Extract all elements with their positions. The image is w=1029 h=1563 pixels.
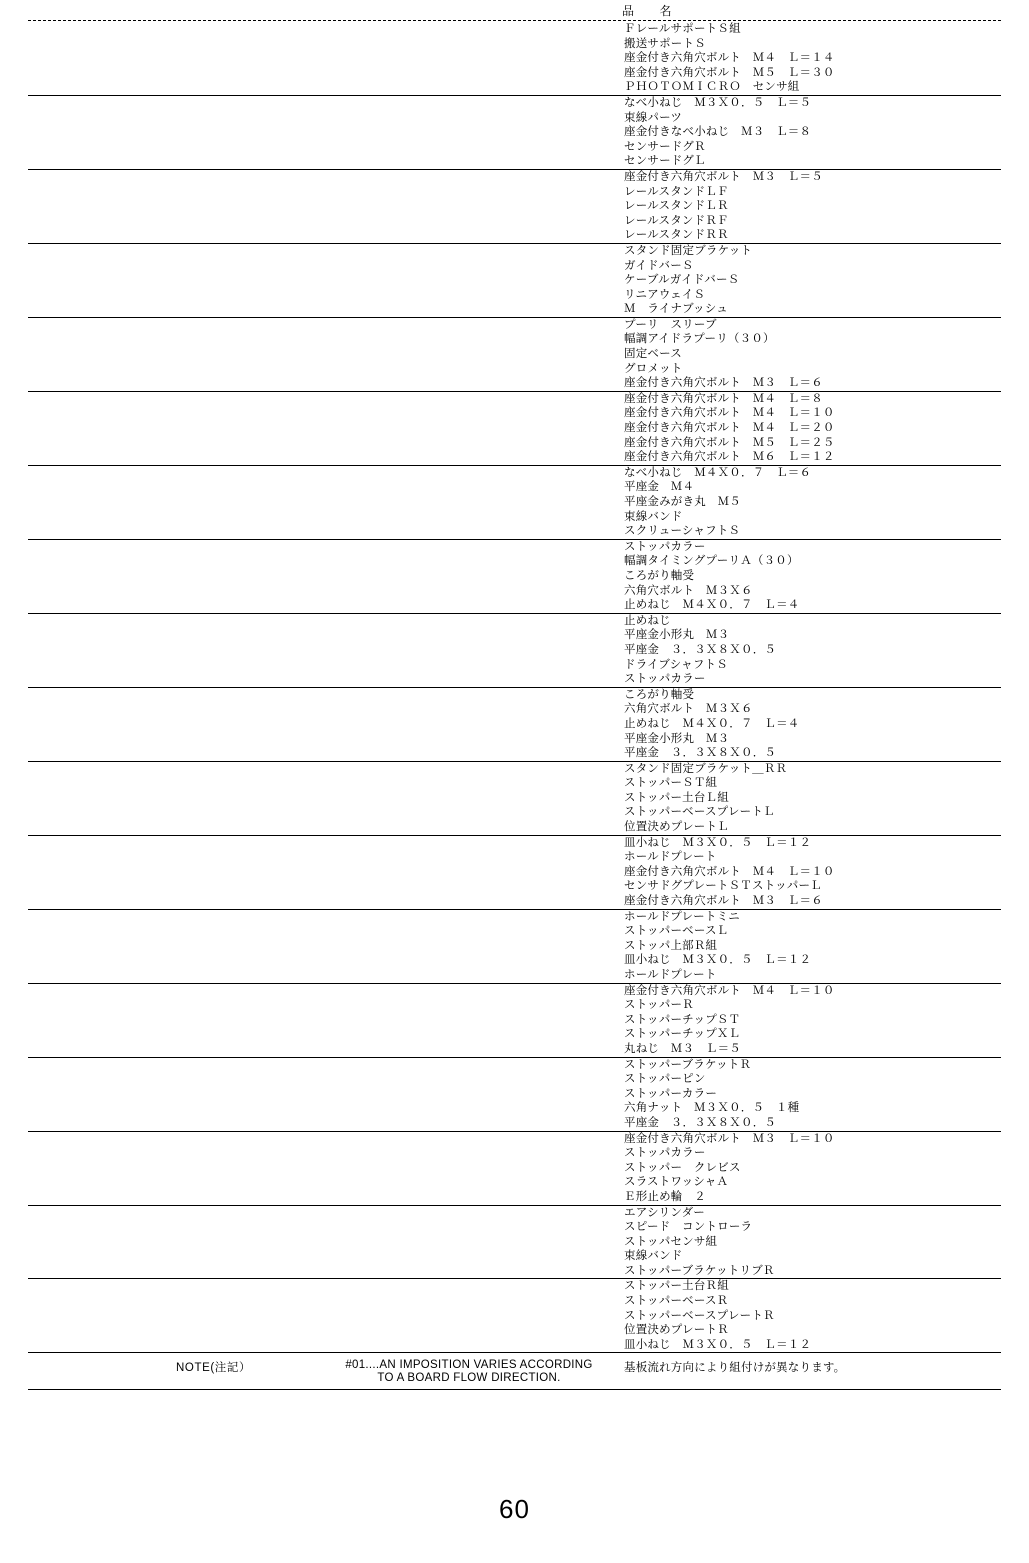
parts-group-rows: [28, 318, 1001, 391]
part-name: Ｍ ライナブッシュ: [624, 303, 728, 316]
table-row: [28, 569, 1001, 584]
note-japanese: 基板流れ方向により組付けが異なります。: [624, 1362, 846, 1375]
parts-group-rows: [28, 1206, 1001, 1279]
part-name: 皿小ねじ Ｍ３Ｘ０．５ Ｌ＝１２: [624, 1338, 812, 1351]
table-row: [28, 170, 1001, 185]
part-name: スタンド固定ブラケット＿ＲＲ: [624, 762, 788, 775]
part-name: 平座金 ３．３Ｘ８Ｘ０．５: [624, 643, 777, 656]
table-row: [28, 140, 1001, 155]
part-name: ストッパー クレビス: [624, 1161, 741, 1174]
table-row: [28, 939, 1001, 954]
parts-group: [28, 1058, 1001, 1132]
table-row: [28, 998, 1001, 1013]
parts-group: [28, 984, 1001, 1058]
table-row: [28, 584, 1001, 599]
table-row: [28, 879, 1001, 894]
part-name: 座金付き六角穴ボルト Ｍ３ Ｌ＝５: [624, 170, 823, 183]
table-row: [28, 968, 1001, 983]
part-name: 止めねじ Ｍ４Ｘ０．７ Ｌ＝４: [624, 717, 800, 730]
table-row: [28, 154, 1001, 169]
table-row: [28, 1072, 1001, 1087]
table-row: [28, 376, 1001, 391]
part-name: スピード コントローラ: [624, 1221, 753, 1234]
part-name: 平座金 Ｍ４: [624, 481, 695, 494]
parts-group: [28, 910, 1001, 984]
part-name: ストッパーチップＳＴ: [624, 1013, 741, 1026]
table-row: [28, 643, 1001, 658]
part-name: ストッパセンサ組: [624, 1235, 718, 1248]
part-name: なべ小ねじ Ｍ４Ｘ０．７ Ｌ＝６: [624, 466, 812, 479]
table-row: [28, 1309, 1001, 1324]
table-row: [28, 1161, 1001, 1176]
part-name: 束線パーツ: [624, 111, 683, 124]
part-name: ころがり軸受: [624, 569, 695, 582]
part-name: スクリューシャフトＳ: [624, 525, 741, 538]
parts-group: [28, 1132, 1001, 1206]
part-name: ストッパカラー: [624, 673, 706, 686]
table-row: [28, 228, 1001, 243]
part-name: ストッパー土台Ｒ組: [624, 1280, 729, 1293]
parts-group-rows: [28, 1279, 1001, 1352]
parts-group-rows: [28, 614, 1001, 687]
table-row: [28, 288, 1001, 303]
table-row: [28, 805, 1001, 820]
parts-group-rows: [28, 688, 1001, 761]
table-row: [28, 510, 1001, 525]
part-name: 座金付き六角穴ボルト Ｍ４ Ｌ＝２０: [624, 422, 835, 435]
part-name: 座金付き六角穴ボルト Ｍ４ Ｌ＝１０: [624, 407, 835, 420]
table-row: [28, 672, 1001, 687]
table-row: [28, 746, 1001, 761]
part-name: 座金付き六角穴ボルト Ｍ５ Ｌ＝２５: [624, 436, 835, 449]
table-row: [28, 924, 1001, 939]
parts-group: [28, 836, 1001, 910]
part-name: ストッパ上部Ｒ組: [624, 939, 718, 952]
part-name: レールスタンドＬＲ: [624, 200, 729, 213]
part-name: スタンド固定ブラケット: [624, 244, 753, 257]
part-name: ホールドプレート: [624, 969, 717, 981]
table-row: [28, 1294, 1001, 1309]
table-row: [28, 421, 1001, 436]
table-row: [28, 22, 1001, 37]
table-row: [28, 125, 1001, 140]
part-name: 平座金みがき丸 Ｍ５: [624, 496, 741, 508]
part-name: エアシリンダー: [624, 1206, 705, 1219]
table-row: [28, 791, 1001, 806]
parts-group-rows: [28, 540, 1001, 613]
table-row: [28, 1190, 1001, 1205]
table-row: [28, 480, 1001, 495]
parts-group: [28, 170, 1001, 244]
part-name: 座金付き六角穴ボルト Ｍ３ Ｌ＝１０: [624, 1132, 835, 1145]
parts-group: [28, 614, 1001, 688]
parts-group: [28, 22, 1001, 96]
table-row: [28, 244, 1001, 259]
part-name: ストッパーブラケットリブＲ: [624, 1264, 775, 1277]
part-name: ホールドプレートミニ: [624, 910, 740, 923]
table-row: [28, 185, 1001, 200]
table-row: [28, 1175, 1001, 1190]
table-row: [28, 598, 1001, 613]
table-row: [28, 1206, 1001, 1221]
part-name: ストッパーベースプレートＲ: [624, 1309, 775, 1322]
header-dashed-divider: [28, 20, 1001, 21]
parts-group-rows: [28, 984, 1001, 1057]
part-name: 座金付き六角穴ボルト Ｍ４ Ｌ＝１４: [624, 52, 835, 65]
part-name: センサドグプレートＳＴストッパーＬ: [624, 880, 822, 893]
table-row: [28, 1279, 1001, 1294]
part-name: 位置決めプレートＬ: [624, 821, 729, 834]
part-name: 搬送サポートＳ: [624, 37, 706, 50]
part-name: 束線バンド: [624, 1250, 683, 1263]
parts-group: [28, 96, 1001, 170]
parts-group-rows: [28, 96, 1001, 169]
part-name: グロメット: [624, 362, 683, 375]
part-name: 座金付き六角穴ボルト Ｍ４ Ｌ＝１０: [624, 865, 835, 878]
part-name: 位置決めプレートＲ: [624, 1324, 729, 1337]
table-row: [28, 214, 1001, 229]
table-row: [28, 318, 1001, 333]
table-row: [28, 1116, 1001, 1131]
parts-group: [28, 688, 1001, 762]
parts-table: [28, 22, 1001, 1353]
table-row: [28, 259, 1001, 274]
table-row: [28, 732, 1001, 747]
table-row: [28, 658, 1001, 673]
part-name: 平座金 ３．３Ｘ８Ｘ０．５: [624, 747, 777, 760]
part-name: 座金付き六角穴ボルト Ｍ５ Ｌ＝３０: [624, 66, 835, 79]
table-row: [28, 524, 1001, 539]
part-name: ころがり軸受: [624, 688, 695, 701]
parts-group-rows: [28, 1058, 1001, 1131]
table-row: [28, 540, 1001, 555]
table-row: [28, 1058, 1001, 1073]
table-row: [28, 466, 1001, 481]
part-name: 皿小ねじ Ｍ３Ｘ０．５ Ｌ＝１２: [624, 954, 812, 967]
parts-group-rows: [28, 244, 1001, 317]
part-name: ストッパーカラー: [624, 1087, 718, 1100]
table-row: [28, 1087, 1001, 1102]
part-name: 平座金 ３．３Ｘ８Ｘ０．５: [624, 1116, 777, 1129]
note-english-line1: #01....AN IMPOSITION VARIES ACCORDING: [345, 1359, 593, 1372]
part-name: ＦレールサポートＳ組: [624, 23, 741, 35]
table-row: [28, 362, 1001, 377]
part-name: ケーブルガイドバーＳ: [624, 274, 740, 287]
part-name: 幅調タイミングプーリＡ（３０）: [624, 555, 799, 568]
table-row: [28, 37, 1001, 52]
part-name: Ｅ形止め輪 ２: [624, 1190, 706, 1203]
table-row: [28, 436, 1001, 451]
parts-group: [28, 540, 1001, 614]
parts-group-rows: [28, 762, 1001, 835]
page-number: 60: [499, 1494, 530, 1524]
parts-group: [28, 1206, 1001, 1280]
parts-group-rows: [28, 910, 1001, 983]
table-row: [28, 850, 1001, 865]
table-row: [28, 836, 1001, 851]
table-row: [28, 628, 1001, 643]
table-row: [28, 495, 1001, 510]
parts-group: [28, 762, 1001, 836]
parts-group: [28, 392, 1001, 466]
part-name: ストッパーブラケットＲ: [624, 1058, 752, 1071]
table-row: [28, 406, 1001, 421]
table-row: [28, 111, 1001, 126]
part-name: 座金付き六角穴ボルト Ｍ３ Ｌ＝６: [624, 895, 823, 908]
part-name: ストッパー土台Ｌ組: [624, 791, 729, 804]
table-header: [0, 0, 1029, 22]
note-english: [324, 1359, 614, 1385]
parts-group-rows: [28, 836, 1001, 909]
part-name: レールスタンドＲＲ: [624, 229, 729, 242]
part-name: ガイドバーＳ: [624, 259, 694, 272]
table-row: [28, 1146, 1001, 1161]
table-row: [28, 450, 1001, 465]
part-name: センサードグＲ: [624, 140, 706, 153]
part-name: 座金付き六角穴ボルト Ｍ３ Ｌ＝６: [624, 377, 823, 390]
table-row: [28, 762, 1001, 777]
part-name: 座金付きなべ小ねじ Ｍ３ Ｌ＝８: [624, 126, 812, 139]
table-row: [28, 332, 1001, 347]
part-name: ストッパーチップＸＬ: [624, 1028, 741, 1041]
table-row: [28, 984, 1001, 999]
table-row: [28, 1220, 1001, 1235]
parts-group: [28, 244, 1001, 318]
table-row: [28, 66, 1001, 81]
table-row: [28, 1323, 1001, 1338]
table-row: [28, 1235, 1001, 1250]
table-row: [28, 614, 1001, 629]
table-row: [28, 865, 1001, 880]
table-row: [28, 1264, 1001, 1279]
parts-group: [28, 318, 1001, 392]
table-row: [28, 554, 1001, 569]
part-name: 丸ねじ Ｍ３ Ｌ＝５: [624, 1042, 741, 1055]
table-row: [28, 80, 1001, 95]
table-row: [28, 392, 1001, 407]
part-name: 止めねじ Ｍ４Ｘ０．７ Ｌ＝４: [624, 599, 800, 612]
part-name: 平座金小形丸 Ｍ３: [624, 629, 730, 642]
note-area: [28, 1353, 1001, 1390]
part-name: 止めねじ: [624, 614, 671, 627]
part-name: レールスタンドＲＦ: [624, 214, 729, 227]
table-row: [28, 717, 1001, 732]
table-row: [28, 273, 1001, 288]
part-name: ストッパーＳＴ組: [624, 777, 718, 790]
part-name: 皿小ねじ Ｍ３Ｘ０．５ Ｌ＝１２: [624, 836, 812, 849]
table-row: [28, 96, 1001, 111]
column-header-name: 品 名: [622, 4, 673, 18]
table-row: [28, 776, 1001, 791]
part-name: 固定ベース: [624, 348, 682, 361]
parts-group-rows: [28, 22, 1001, 95]
table-row: [28, 51, 1001, 66]
table-row: [28, 1249, 1001, 1264]
table-row: [28, 820, 1001, 835]
part-name: プーリ スリーブ: [624, 318, 717, 331]
table-row: [28, 894, 1001, 909]
table-row: [28, 1101, 1001, 1116]
part-name: 六角穴ボルト Ｍ３Ｘ６: [624, 703, 753, 716]
parts-group: [28, 1279, 1001, 1353]
part-name: ストッパーベースＲ: [624, 1295, 729, 1308]
part-name: ストッパーＲ: [624, 999, 694, 1012]
part-name: 束線バンド: [624, 510, 683, 523]
part-name: ストッパーピン: [624, 1073, 706, 1086]
part-name: センサードグＬ: [624, 155, 706, 168]
parts-group-rows: [28, 466, 1001, 539]
note-english-line2: TO A BOARD FLOW DIRECTION.: [377, 1372, 561, 1385]
table-row: [28, 688, 1001, 703]
table-row: [28, 1042, 1001, 1057]
part-name: 幅調アイドラプーリ（３０）: [624, 333, 775, 346]
part-name: ＰＨＯＴＯＭＩＣＲＯ センサ組: [624, 81, 800, 94]
part-name: 座金付き六角穴ボルト Ｍ４ Ｌ＝８: [624, 392, 823, 405]
part-name: 六角ナット Ｍ３Ｘ０．５ １種: [624, 1102, 800, 1115]
part-name: 六角穴ボルト Ｍ３Ｘ６: [624, 584, 753, 597]
table-row: [28, 1013, 1001, 1028]
part-name: スラストワッシャＡ: [624, 1176, 729, 1189]
part-name: ホールドプレート: [624, 851, 717, 864]
parts-group-rows: [28, 1132, 1001, 1205]
table-row: [28, 302, 1001, 317]
parts-group-rows: [28, 392, 1001, 465]
part-name: レールスタンドＬＦ: [624, 185, 729, 198]
part-name: リニアウェイＳ: [624, 288, 706, 301]
part-name: ドライブシャフトＳ: [624, 658, 728, 671]
parts-group: [28, 466, 1001, 540]
table-row: [28, 1132, 1001, 1147]
parts-group-rows: [28, 170, 1001, 243]
table-row: [28, 910, 1001, 925]
part-name: ストッパカラー: [624, 540, 706, 553]
part-name: 平座金小形丸 Ｍ３: [624, 732, 730, 745]
table-row: [28, 347, 1001, 362]
part-name: ストッパーベースＬ: [624, 925, 729, 938]
table-row: [28, 1338, 1001, 1353]
part-name: なべ小ねじ Ｍ３Ｘ０．５ Ｌ＝５: [624, 96, 812, 109]
part-name: ストッパカラー: [624, 1147, 706, 1160]
part-name: ストッパーベースプレートＬ: [624, 806, 775, 819]
table-row: [28, 199, 1001, 214]
table-row: [28, 1027, 1001, 1042]
part-name: 座金付き六角穴ボルト Ｍ６ Ｌ＝１２: [624, 451, 835, 464]
table-row: [28, 953, 1001, 968]
part-name: 座金付き六角穴ボルト Ｍ４ Ｌ＝１０: [624, 984, 835, 997]
note-label: NOTE(注記）: [176, 1362, 252, 1375]
table-row: [28, 702, 1001, 717]
